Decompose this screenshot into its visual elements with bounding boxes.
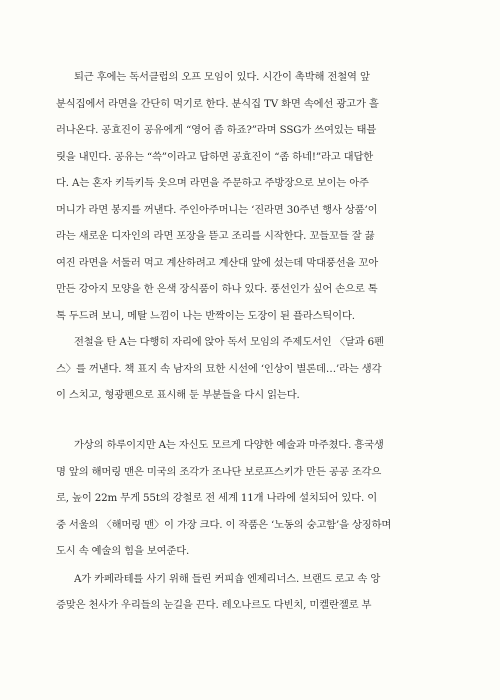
text-line: 릿을 내민다. 공유는 “쓱”이라고 답하면 공효진이 “좀 하네!”라고 대답한 bbox=[56, 151, 374, 163]
text-line: 스〉를 꺼낸다. 책 표지 속 남자의 묘한 시선에 ‘인상이 별론데…’라는 생각 bbox=[56, 363, 382, 375]
text-line: 이 스치고, 형광펜으로 표시해 둔 부분들을 다시 읽는다. bbox=[56, 389, 300, 401]
text-line: 가상의 하루이지만 A는 자신도 모르게 다양한 예술과 마주쳤다. 흥국생 bbox=[74, 439, 384, 451]
text-line: 퇴근 후에는 독서클럽의 오프 모임이 있다. 시간이 촉박해 전철역 앞 bbox=[74, 71, 370, 83]
text-line: 로, 높이 22m 무게 55t의 강철로 전 세계 11개 나라에 설치되어 있다. 이 bbox=[56, 492, 378, 504]
text-line: 여진 라면을 서둘러 먹고 계산하려고 계산대 앞에 섰는데 막대풍선을 꼬아 bbox=[56, 257, 379, 269]
text-line: 증맞은 천사가 우리들의 눈길을 끈다. 레오나르도 다빈치, 미켈란젤로 부 bbox=[56, 599, 372, 611]
text-line: A가 카페라테를 사기 위해 들린 커피숍 엔제리너스. 브랜드 로고 속 앙 bbox=[74, 573, 381, 585]
text-line: 러나온다. 공효진이 공유에게 “영어 좀 하죠?”라며 SSG가 쓰여있는 태블 bbox=[56, 124, 377, 136]
text-line: 만든 강아지 모양을 한 은색 장식품이 하나 있다. 풍선인가 싶어 손으로 톡 bbox=[56, 283, 378, 295]
text-line: 머니가 라면 봉지를 꺼낸다. 주인아주머니는 ‘진라면 30주년 행사 상품’이 bbox=[56, 204, 378, 216]
text-line: 라는 새로운 디자인의 라면 포장을 뜯고 조리를 시작한다. 꼬들꼬들 잘 끓 bbox=[56, 230, 375, 242]
text-line: 다. A는 혼자 키득키득 웃으며 라면을 주문하고 주방장으로 보이는 아주 bbox=[56, 177, 369, 189]
text-line: 도시 속 예술의 힘을 보여준다. bbox=[56, 545, 190, 557]
text-line: 중 서울의 〈해머링 맨〉이 가장 크다. 이 작품은 ‘노동의 숭고함’을 상징하며 bbox=[56, 519, 392, 531]
text-line: 명 앞의 해머링 맨은 미국의 조각가 조나단 보로프스키가 만든 공공 조각으 bbox=[56, 466, 382, 478]
text-line: 전철을 탄 A는 다행히 자리에 앉아 독서 모임의 주제도서인 〈달과 6펜 bbox=[74, 336, 384, 348]
text-line: 분식집에서 라면을 간단히 먹기로 한다. 분식집 TV 화면 속에선 광고가 흘 bbox=[56, 98, 379, 110]
text-line: 톡 두드려 보니, 메탈 느낌이 나는 반짝이는 도장이 된 플라스틱이다. bbox=[56, 310, 355, 322]
